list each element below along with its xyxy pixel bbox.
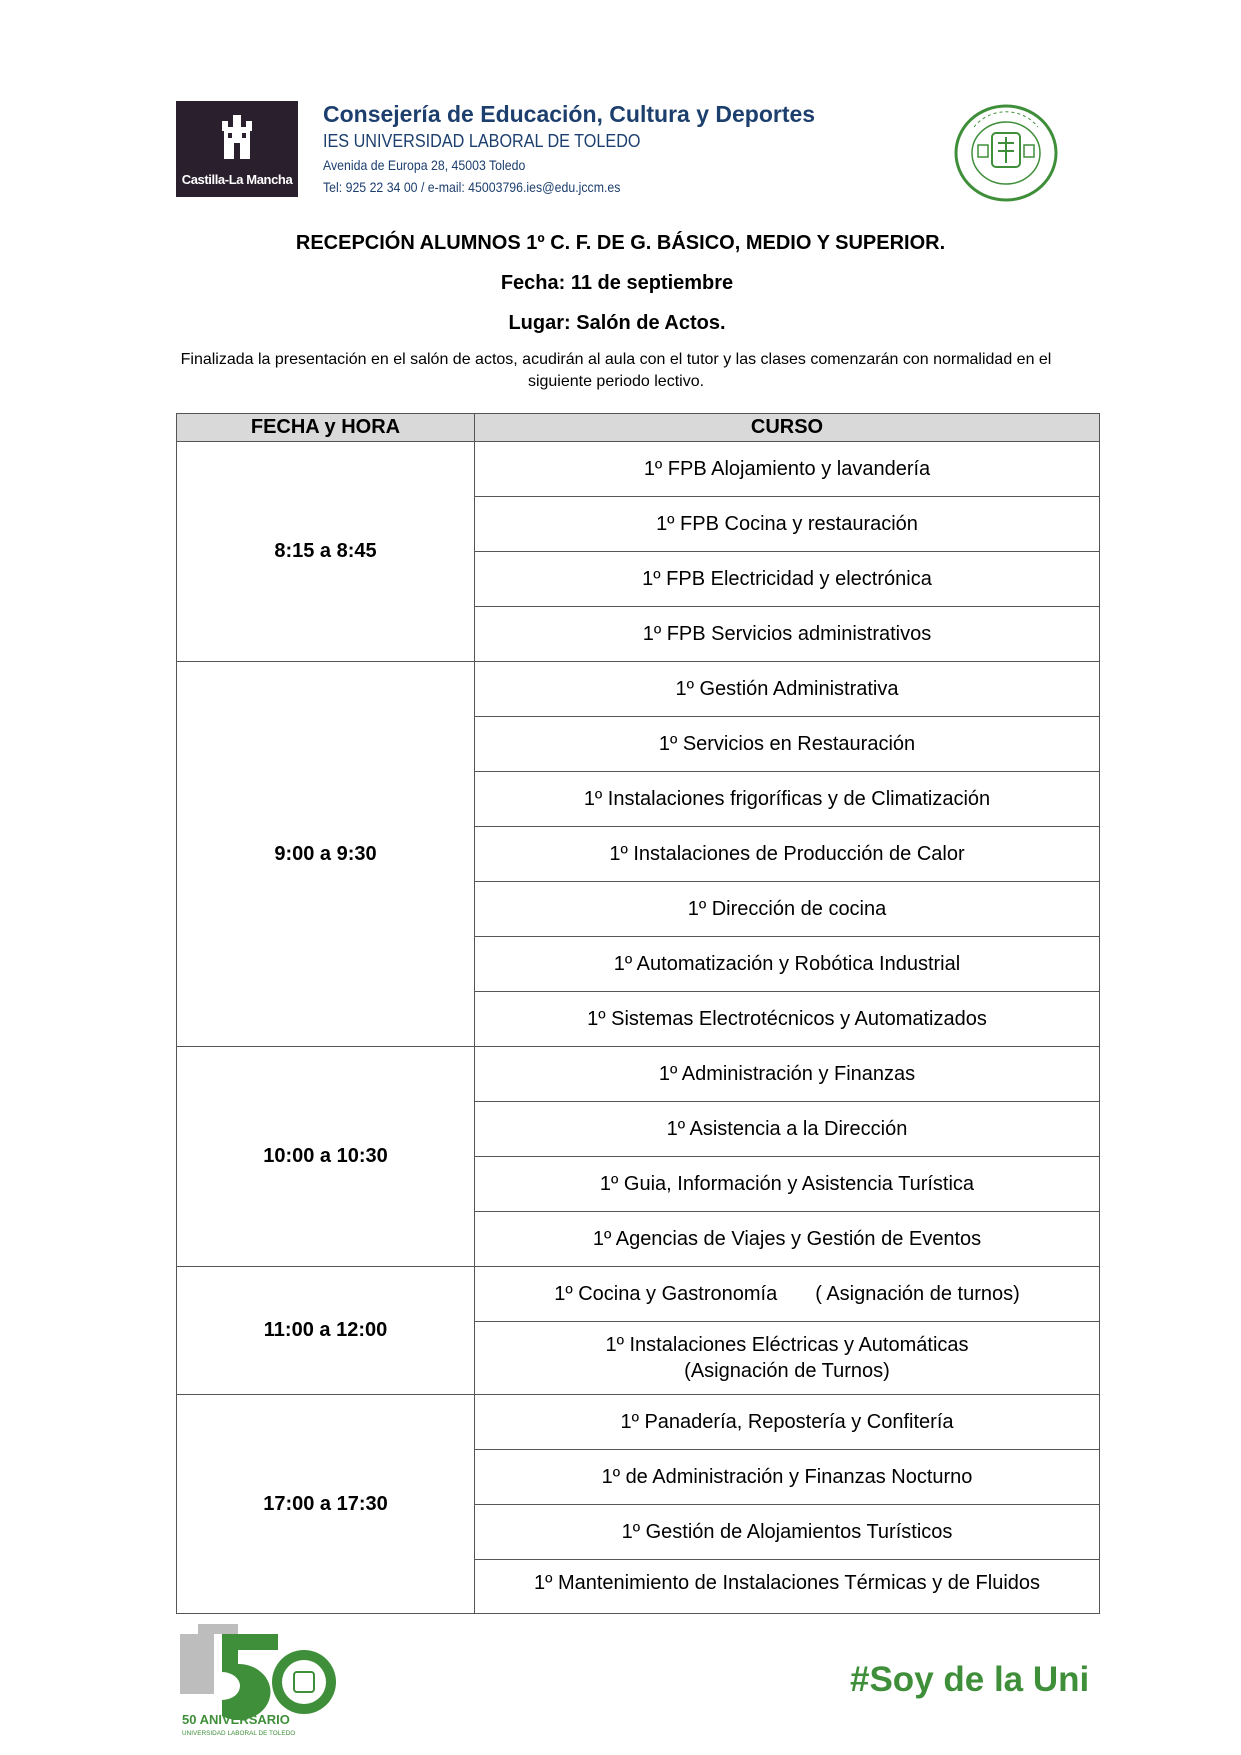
place-line: Lugar: Salón de Actos. [508, 312, 726, 334]
table-row [177, 662, 1100, 717]
info-note: Finalizada la presentación en el salón de actos, acudirán al aula con el tutor y las clases comenzarán con normalidad en el siguiente periodo lectivo. [180, 351, 1052, 390]
course-cell: 1º Panadería, Repostería y Confitería [475, 1395, 1100, 1450]
course-cell: 1º FPB Alojamiento y lavandería [475, 442, 1100, 497]
course-cell: 1º Instalaciones de Producción de Calor [475, 827, 1100, 882]
anniversary-logo [172, 1620, 352, 1740]
castle-icon [220, 113, 254, 163]
course-cell [475, 1267, 1100, 1322]
hashtag: #Soy de la Uni [850, 1660, 1090, 1699]
course-cell: 1º Sistemas Electrotécnicos y Automatizados [475, 992, 1100, 1047]
course-cell: 1º Instalaciones frigoríficas y de Climatización [475, 772, 1100, 827]
time-slot: 17:00 a 17:30 [177, 1395, 475, 1614]
course-cell: 1º Administración y Finanzas [475, 1047, 1100, 1102]
table-header-row [177, 414, 1100, 442]
date-line: Fecha: 11 de septiembre [500, 272, 734, 294]
course-cell: 1º Agencias de Viajes y Gestión de Eventos [475, 1212, 1100, 1267]
anniversary-subtext: UNIVERSIDAD LABORAL DE TOLEDO [182, 1730, 296, 1737]
school-seal-logo [954, 103, 1058, 203]
table-row [177, 442, 1100, 497]
time-slot: 10:00 a 10:30 [177, 1047, 475, 1267]
school-address: Avenida de Europa 28, 45003 Toledo [323, 157, 526, 173]
course-name: 1º Instalaciones Eléctricas y Automáticas [605, 1334, 969, 1356]
course-cell: 1º Asistencia a la Dirección [475, 1102, 1100, 1157]
table-row [177, 1267, 1100, 1322]
table-row [177, 1047, 1100, 1102]
course-cell: 1º Automatización y Robótica Industrial [475, 937, 1100, 992]
course-cell: 1º Gestión Administrativa [475, 662, 1100, 717]
logo-text: Castilla-La Mancha [181, 172, 293, 187]
column-header-time: FECHA y HORA [177, 414, 475, 442]
school-name: IES UNIVERSIDAD LABORAL DE TOLEDO [323, 131, 641, 151]
course-cell: 1º de Administración y Finanzas Nocturno [475, 1450, 1100, 1505]
anniversary-text: 50 ANIVERSARIO [182, 1712, 290, 1727]
table-row [177, 1395, 1100, 1450]
course-cell: 1º FPB Cocina y restauración [475, 497, 1100, 552]
course-cell: 1º Dirección de cocina [475, 882, 1100, 937]
course-note: ( Asignación de turnos) [815, 1282, 1020, 1305]
course-cell: 1º FPB Electricidad y electrónica [475, 552, 1100, 607]
course-note: (Asignación de Turnos) [684, 1360, 890, 1382]
time-slot: 11:00 a 12:00 [177, 1267, 475, 1395]
course-cell: 1º Guia, Información y Asistencia Turística [475, 1157, 1100, 1212]
course-cell [475, 1322, 1100, 1395]
page-title: RECEPCIÓN ALUMNOS 1º C. F. DE G. BÁSICO, MEDIO Y SUPERIOR. [295, 232, 946, 254]
course-cell: 1º Servicios en Restauración [475, 717, 1100, 772]
course-name: 1º Cocina y Gastronomía [554, 1282, 778, 1305]
column-header-course: CURSO [475, 414, 1100, 442]
course-cell: 1º Gestión de Alojamientos Turísticos [475, 1505, 1100, 1560]
school-contact: Tel: 925 22 34 00 / e-mail: 45003796.ies@edu.jccm.es [323, 179, 621, 195]
time-slot: 9:00 a 9:30 [177, 662, 475, 1047]
department-title: Consejería de Educación, Cultura y Deportes [323, 101, 816, 127]
schedule-table [176, 413, 1100, 1614]
time-slot: 8:15 a 8:45 [177, 442, 475, 662]
header-text-block [323, 100, 815, 198]
castilla-la-mancha-logo [176, 101, 298, 197]
course-cell: 1º Mantenimiento de Instalaciones Térmicas y de Fluidos [475, 1560, 1100, 1614]
course-cell: 1º FPB Servicios administrativos [475, 607, 1100, 662]
